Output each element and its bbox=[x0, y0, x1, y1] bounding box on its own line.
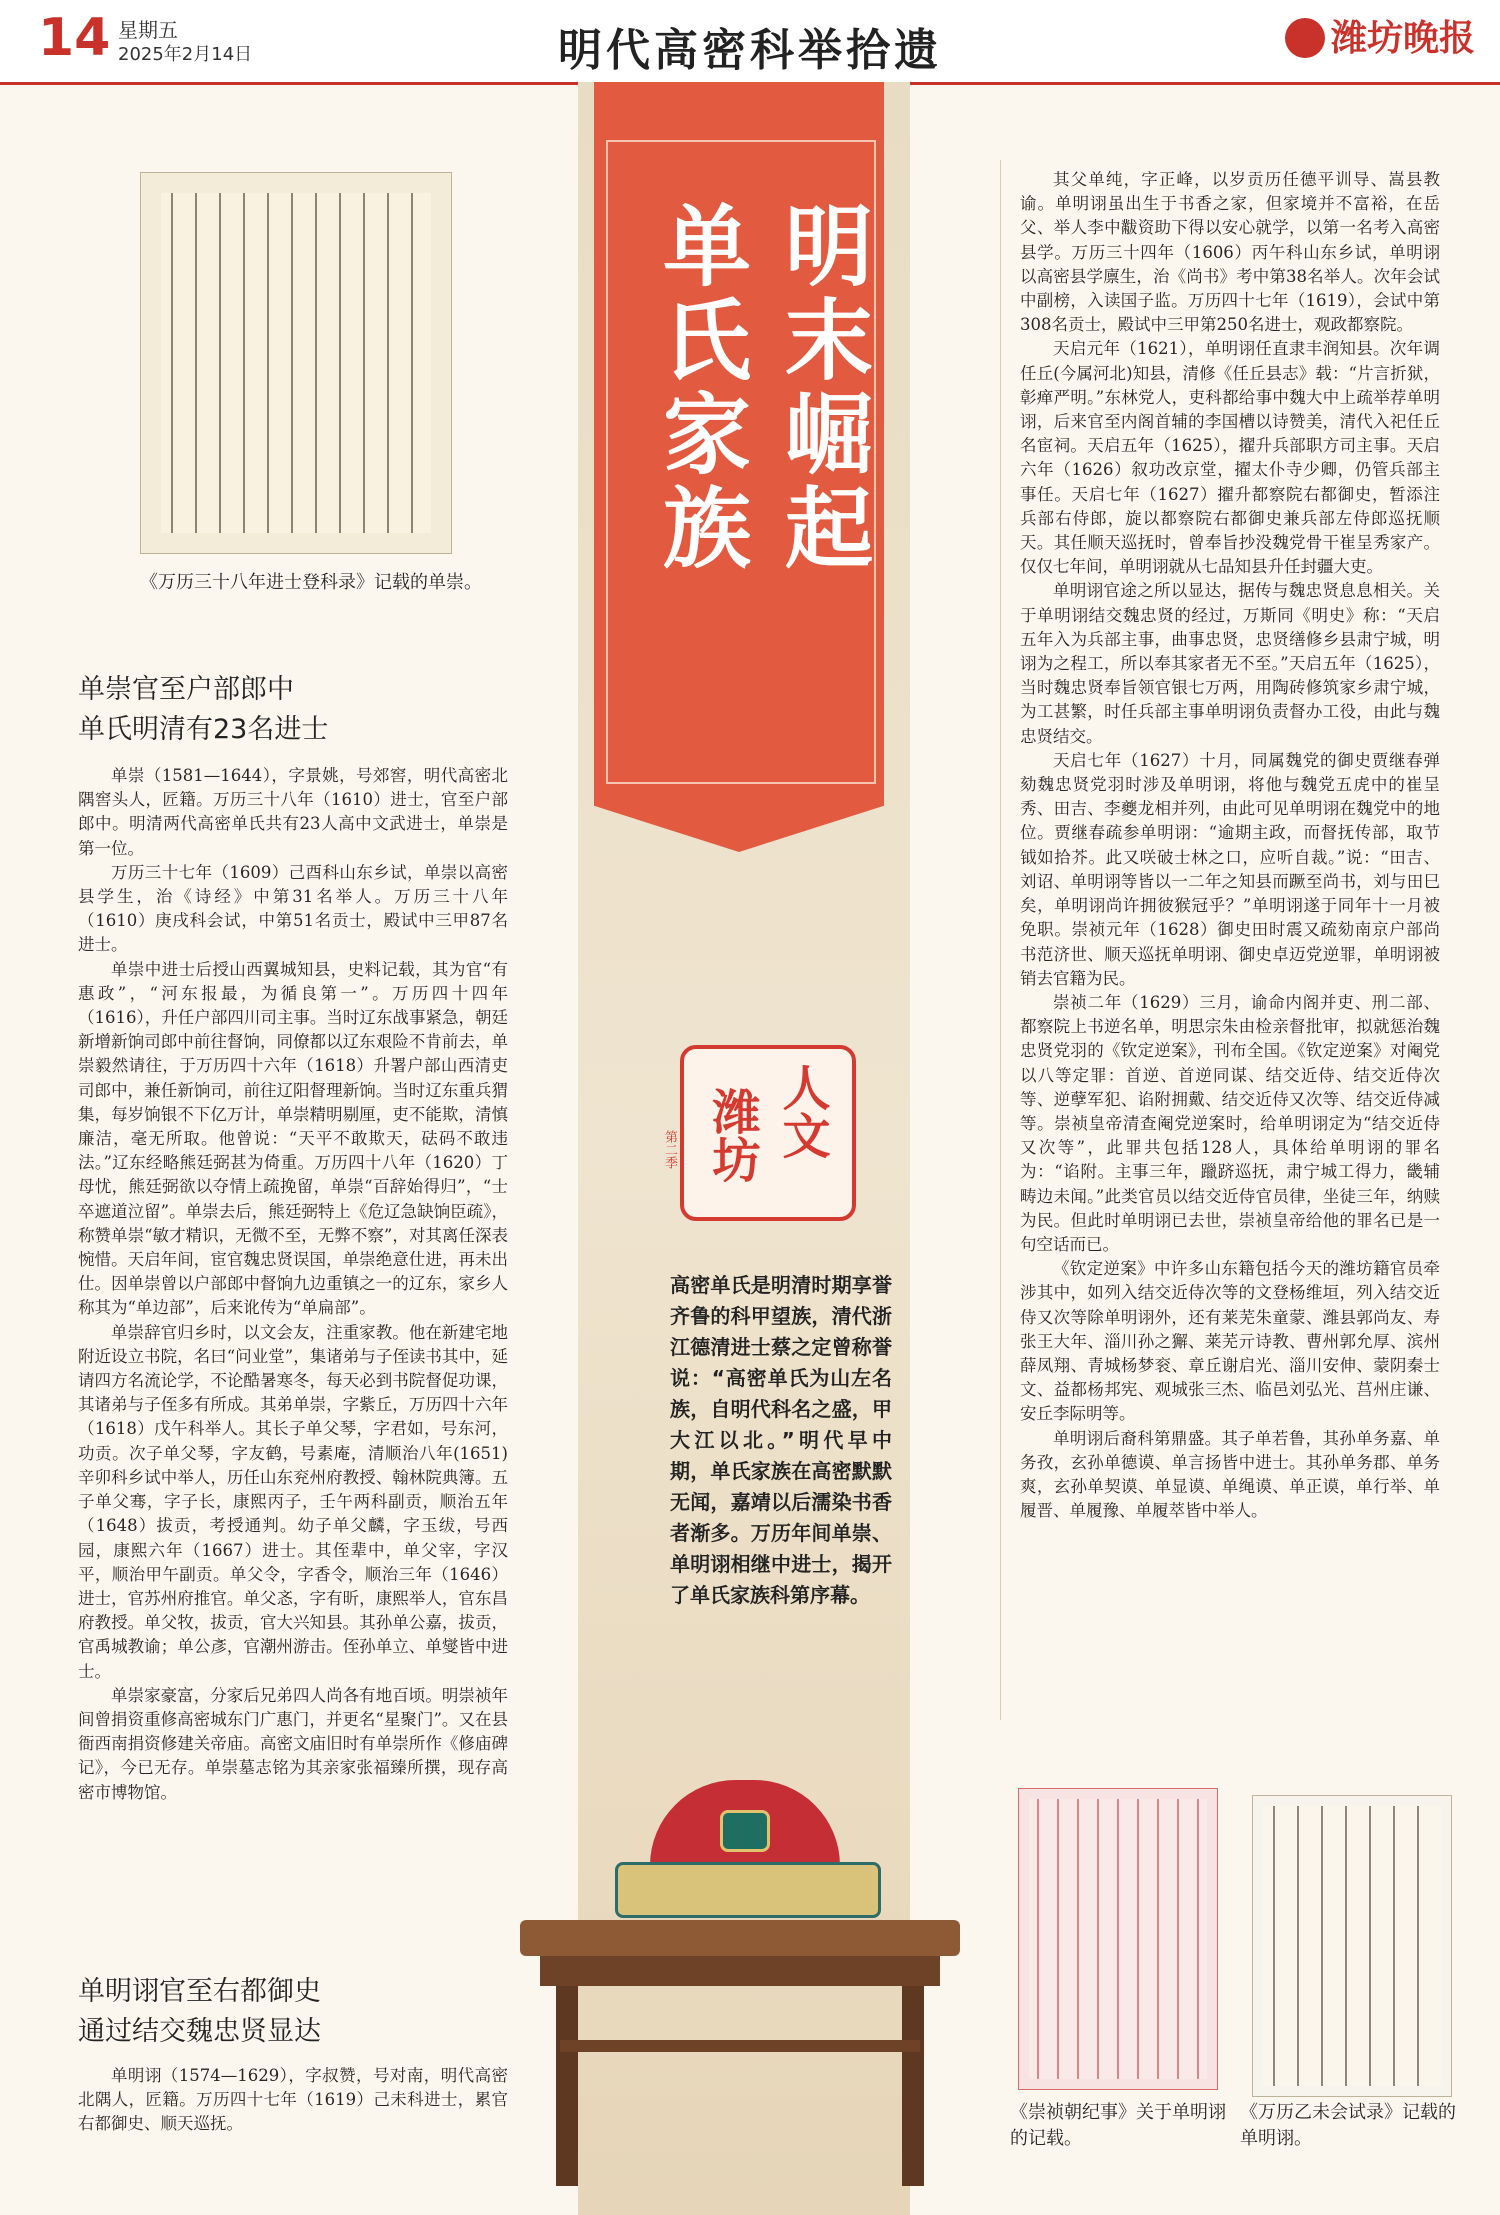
figure-caption: 《万历乙未会试录》记载的单明诩。 bbox=[1240, 2102, 1456, 2149]
seal-text-1: 人文 bbox=[774, 1063, 830, 1159]
column-seal bbox=[680, 1045, 856, 1221]
figure-caption: 《崇祯朝纪事》关于单明诩的记载。 bbox=[1010, 2102, 1226, 2149]
left-article-2 bbox=[78, 1972, 508, 2137]
paper-logo bbox=[1285, 14, 1475, 64]
document-scan bbox=[1263, 1806, 1441, 2086]
series-label: 第二季 bbox=[662, 1130, 677, 1169]
paragraph: 天启七年（1627）十月，同属魏党的御史贾继春弹劾魏忠贤党羽时涉及单明诩，将他与魏党五虎中的崔呈秀、田吉、李夔龙相并列，由此可见单明诩在魏党中的地位。贾继春疏参单明诩：“逾期主政，而督抚传部，取节钺如拾芥。此又咲破士林之口，应听自裁。”说：“田吉、刘诏、单明诩等皆以一二年之知县而蹶至尚书，刘与田巳矣，单明诩尚许拥彼猴冠乎？”单明诩遂于同年十一月被免职。崇祯元年（1628）御史田时震又疏劾南京户部尚书范济世、顺天巡抚单明诩、御史卓迈党逆罪，单明诩被销去官籍为民。 bbox=[1020, 750, 1440, 988]
weekday: 星期五 bbox=[118, 18, 178, 42]
paragraph: 崇祯二年（1629）三月，谕命内阁并吏、刑二部、都察院上书逆名单，明思宗朱由检亲督批审，拟就惩治魏忠贤党羽的《钦定逆案》，刊布全国。《钦定逆案》对阉党以八等定罪：首逆、首逆同谋、结交近侍、结交近侍次等、逆孽军犯、谄附拥戴、结交近侍又次等、结交近侍减等。崇祯皇帝清查阉党逆案时，给单明诩定为“结交近侍又次等”，此罪共包括128人，具体给单明诩的罪名为：“谄附。主事三年，躐跻巡抚，肃宁城工得力，畿辅畴边未闻。”此类官员以结交近侍官员律，坐徒三年，纳赎为民。但此时单明诩已去世，崇祯皇帝给他的罪名已是一句空话而已。 bbox=[1020, 992, 1440, 1254]
left-article bbox=[78, 670, 508, 1805]
table-leg bbox=[556, 1986, 578, 2186]
paragraph: 单崇辞官归乡时，以文会友，注重家教。他在新建宅地附近设立书院，名曰“问业堂”，集诸弟与子侄读书其中，延请四方名流论学，不论酷暑寒冬，每天必到书院督促功课，其诸弟与子侄多有所成。其弟单崇，字紫丘，万历四十六年（1618）戊午科举人。其长子单父琴，字君如，号东河，功贡。次子单父琴，字友鹤，号素庵，清顺治八年(1651)辛卯科乡试中举人，历任山东兖州府教授、翰林院典簿。五子单父骞，字子长，康熙丙子，壬午两科副贡，顺治五年（1648）拔贡，考授通判。幼子单父麟，字玉绂，号西园，康熙六年（1667）进士。其侄辈中，单父宰，字汉平，顺治甲午副贡。单父令，字香令，顺治三年（1646）进士，官苏州府推官。单父忞，字有昕，康熙举人，官东昌府教授。单父牧，拔贡，官大兴知县。其孙单公嘉，拔贡，官禹城教谕；单公彥，官潮州游击。侄孙单立、单燮皆中进士。 bbox=[78, 1322, 508, 1681]
paragraph: 单明诩后裔科第鼎盛。其子单若鲁，其孙单务嘉、单务孜，玄孙单德谟、单言扬皆中进士。其孙单务郡、单务爽，玄孙单契谟、单显谟、单绳谟、单正谟，单行举、单履晋、单履豫、单履萃皆中举人。 bbox=[1020, 1428, 1440, 1521]
figure-caption: 《万历三十八年进士登科录》记载的单崇。 bbox=[140, 572, 482, 593]
page-header bbox=[0, 0, 1500, 85]
table-illustration bbox=[520, 1920, 960, 1956]
paragraph: 天启元年（1621），单明诩任直隶丰润知县。次年调任丘(今属河北)知县，清修《任丘县志》载：“片言折狱，彰瘅严明。”东林党人，吏科都给事中魏大中上疏举荐单明诩，后来官至内阁首辅的李国槽以诗赞美，清代入祀任丘名宦祠。天启五年（1625），擢升兵部职方司主事。天启六年（1626）叙功改京堂，擢太仆寺少卿，仍管兵部主事任。天启七年（1627）擢升都察院右都御史，暂添注兵部右侍郎，旋以都察院右都御史兼兵部左侍郎巡抚顺天。其任顺天巡抚时，曾奉旨抄没魏党骨干崔呈秀家产。仅仅七年间，单明诩就从七品知县升任封疆大吏。 bbox=[1020, 339, 1440, 577]
table-leg bbox=[902, 1986, 924, 2186]
document-scan bbox=[1029, 1799, 1207, 2079]
paragraph: 单明诩官途之所以显达，据传与魏忠贤息息相关。关于单明诩结交魏忠贤的经过，万斯同《明史》称：“天启五年入为兵部主事，曲事忠贤，忠贤缮修乡县肃宁城，明诩为之程工，所以奉其家者无不至。”天启五年（1625），当时魏忠贤奉旨领官银七万两，用陶砖修筑家乡肃宁城，为工甚繁，时任兵部主事单明诩负责督办工役，由此与魏忠贤结交。 bbox=[1020, 581, 1440, 746]
section-heading: 单氏明清有23名进士 bbox=[78, 714, 329, 745]
feature-title-col1: 明末崛起 bbox=[771, 200, 874, 576]
section-heading: 单崇官至户部郎中 bbox=[78, 674, 294, 705]
paragraph: 《钦定逆案》中许多山东籍包括今天的潍坊籍官员牵涉其中，如列入结交近侍次等的文登杨维垣，列入结交近侍又次等除单明诩外，还有莱芜朱童蒙、潍县郭尚友、寿张王大年、淄川孙之獬、莱芜亓诗教、曹州郭允厚、滨州薛凤翔、青城杨梦衮、章丘谢启光、淄川安伸、蒙阴秦士文、益都杨邦宪、观城张三杰、临邑刘弘光、莒州庄谦、安丘李际明等。 bbox=[1020, 1259, 1440, 1424]
hat-brim bbox=[615, 1862, 881, 1918]
section-heading: 单明诩官至右都御史 bbox=[78, 1976, 321, 2007]
paragraph: 其父单纯，字正峰，以岁贡历任德平训导、嵩县教谕。单明诩虽出生于书香之家，但家境并不富裕，在岳父、举人李中黻资助下得以安心就学，以第一名考入高密县学。万历三十四年（1606）丙午科山东乡试，单明诩以高密县学廪生，治《尚书》考中第38名举人。次年会试中副榜，入读国子监。万历四十七年（1619），会试中第308名贡士，殿试中三甲第250名进士，观政都察院。 bbox=[1020, 170, 1440, 335]
paragraph: 单崇家豪富，分家后兄弟四人尚各有地百顷。明崇祯年间曾捐资重修高密城东门广惠门，并更名“星聚门”。又在县衙西南捐资修建关帝庙。高密文庙旧时有单崇所作《修庙碑记》，今已无存。单崇墓志铭为其亲家张福臻所撰，现存高密市博物馆。 bbox=[78, 1685, 508, 1802]
column-divider bbox=[1000, 160, 1001, 1720]
feature-title-col2: 单氏家族 bbox=[649, 200, 752, 576]
hat-jewel bbox=[720, 1810, 770, 1852]
paragraph: 万历三十七年（1609）己酉科山东乡试，单崇以高密县学生，治《诗经》中第31名举人。万历三十八年（1610）庚戌科会试，中第51名贡士，殿试中三甲87名进士。 bbox=[78, 862, 508, 955]
seal-text-2: 潍坊 bbox=[704, 1087, 760, 1183]
right-article bbox=[1020, 168, 1440, 1523]
page-number: 14 bbox=[38, 8, 111, 68]
paper-name: 潍坊晚报 bbox=[1331, 18, 1476, 59]
paragraph: 单明诩（1574—1629），字叔赞，号对南，明代高密北隅人，匠籍。万历四十七年（1619）己未科进士，累官右都御史、顺天巡抚。 bbox=[78, 2066, 508, 2134]
section-heading: 通过结交魏忠贤显达 bbox=[78, 2016, 321, 2047]
paragraph: 单崇（1581—1644），字景姚，号郊窖，明代高密北隅窖头人，匠籍。万历三十八年（1610）进士，官至户部郎中。明清两代高密单氏共有23人高中文武进士，单崇是第一位。 bbox=[78, 766, 508, 858]
logo-swirl-icon bbox=[1285, 18, 1325, 58]
table-skirt bbox=[540, 1956, 940, 1986]
issue-date: 2025年2月14日 bbox=[118, 44, 253, 65]
feature-intro: 高密单氏是明清时期享誉齐鲁的科甲望族，清代浙江德清进士蔡之定曾称誉说：“高密单氏为山左名族，自明代科名之盛，甲大江以北。”明代早中期，单氏家族在高密默默无闻，嘉靖以后濡染书香者渐多。万历年间单崇、单明诩相继中进士，揭开了单氏家族科第序幕。 bbox=[670, 1273, 892, 1607]
page-title: 明代高密科举拾遗 bbox=[558, 25, 942, 76]
chongzhen-record-image bbox=[1018, 1788, 1218, 2090]
wanli-exam-record-image bbox=[1252, 1795, 1452, 2097]
table-brace bbox=[560, 2040, 920, 2052]
paragraph: 单崇中进士后授山西翼城知县，史料记载，其为官“有惠政”，“河东报最，为循良第一”。万历四十四年（1616），升任户部四川司主事。当时辽东战事紧急，朝廷新增新饷司郎中前往督饷，同僚都以辽东艰险不肯前去，单崇毅然请往，于万历四十六年（1618）升署户部山西清吏司郎中，兼任新饷司，前往辽阳督理新饷。当时辽东重兵猬集，每岁饷银不下亿万计，单崇精明剔厘，吏不能欺，清慎廉洁，毫无所取。他曾说：“天平不敢欺天，砝码不敢违法。”辽东经略熊廷弼甚为倚重。万历四十八年（1620）丁母忧，熊廷弼欲以夺情上疏挽留，单崇“百辞始得归”，“士卒遮道泣留”。单崇去后，熊廷弼特上《危辽急缺饷臣疏》，称赞单崇“敏才精识，无微不至，无弊不察”，对其离任深表惋惜。天启年间，宦官魏忠贤误国，单崇绝意仕进，再未出仕。因单崇曾以户部郎中督饷九边重镇之一的辽东，家乡人称其为“单边部”，后来讹传为“单扁部”。 bbox=[78, 959, 508, 1318]
document-scan bbox=[161, 193, 431, 533]
exam-record-image bbox=[140, 172, 452, 554]
